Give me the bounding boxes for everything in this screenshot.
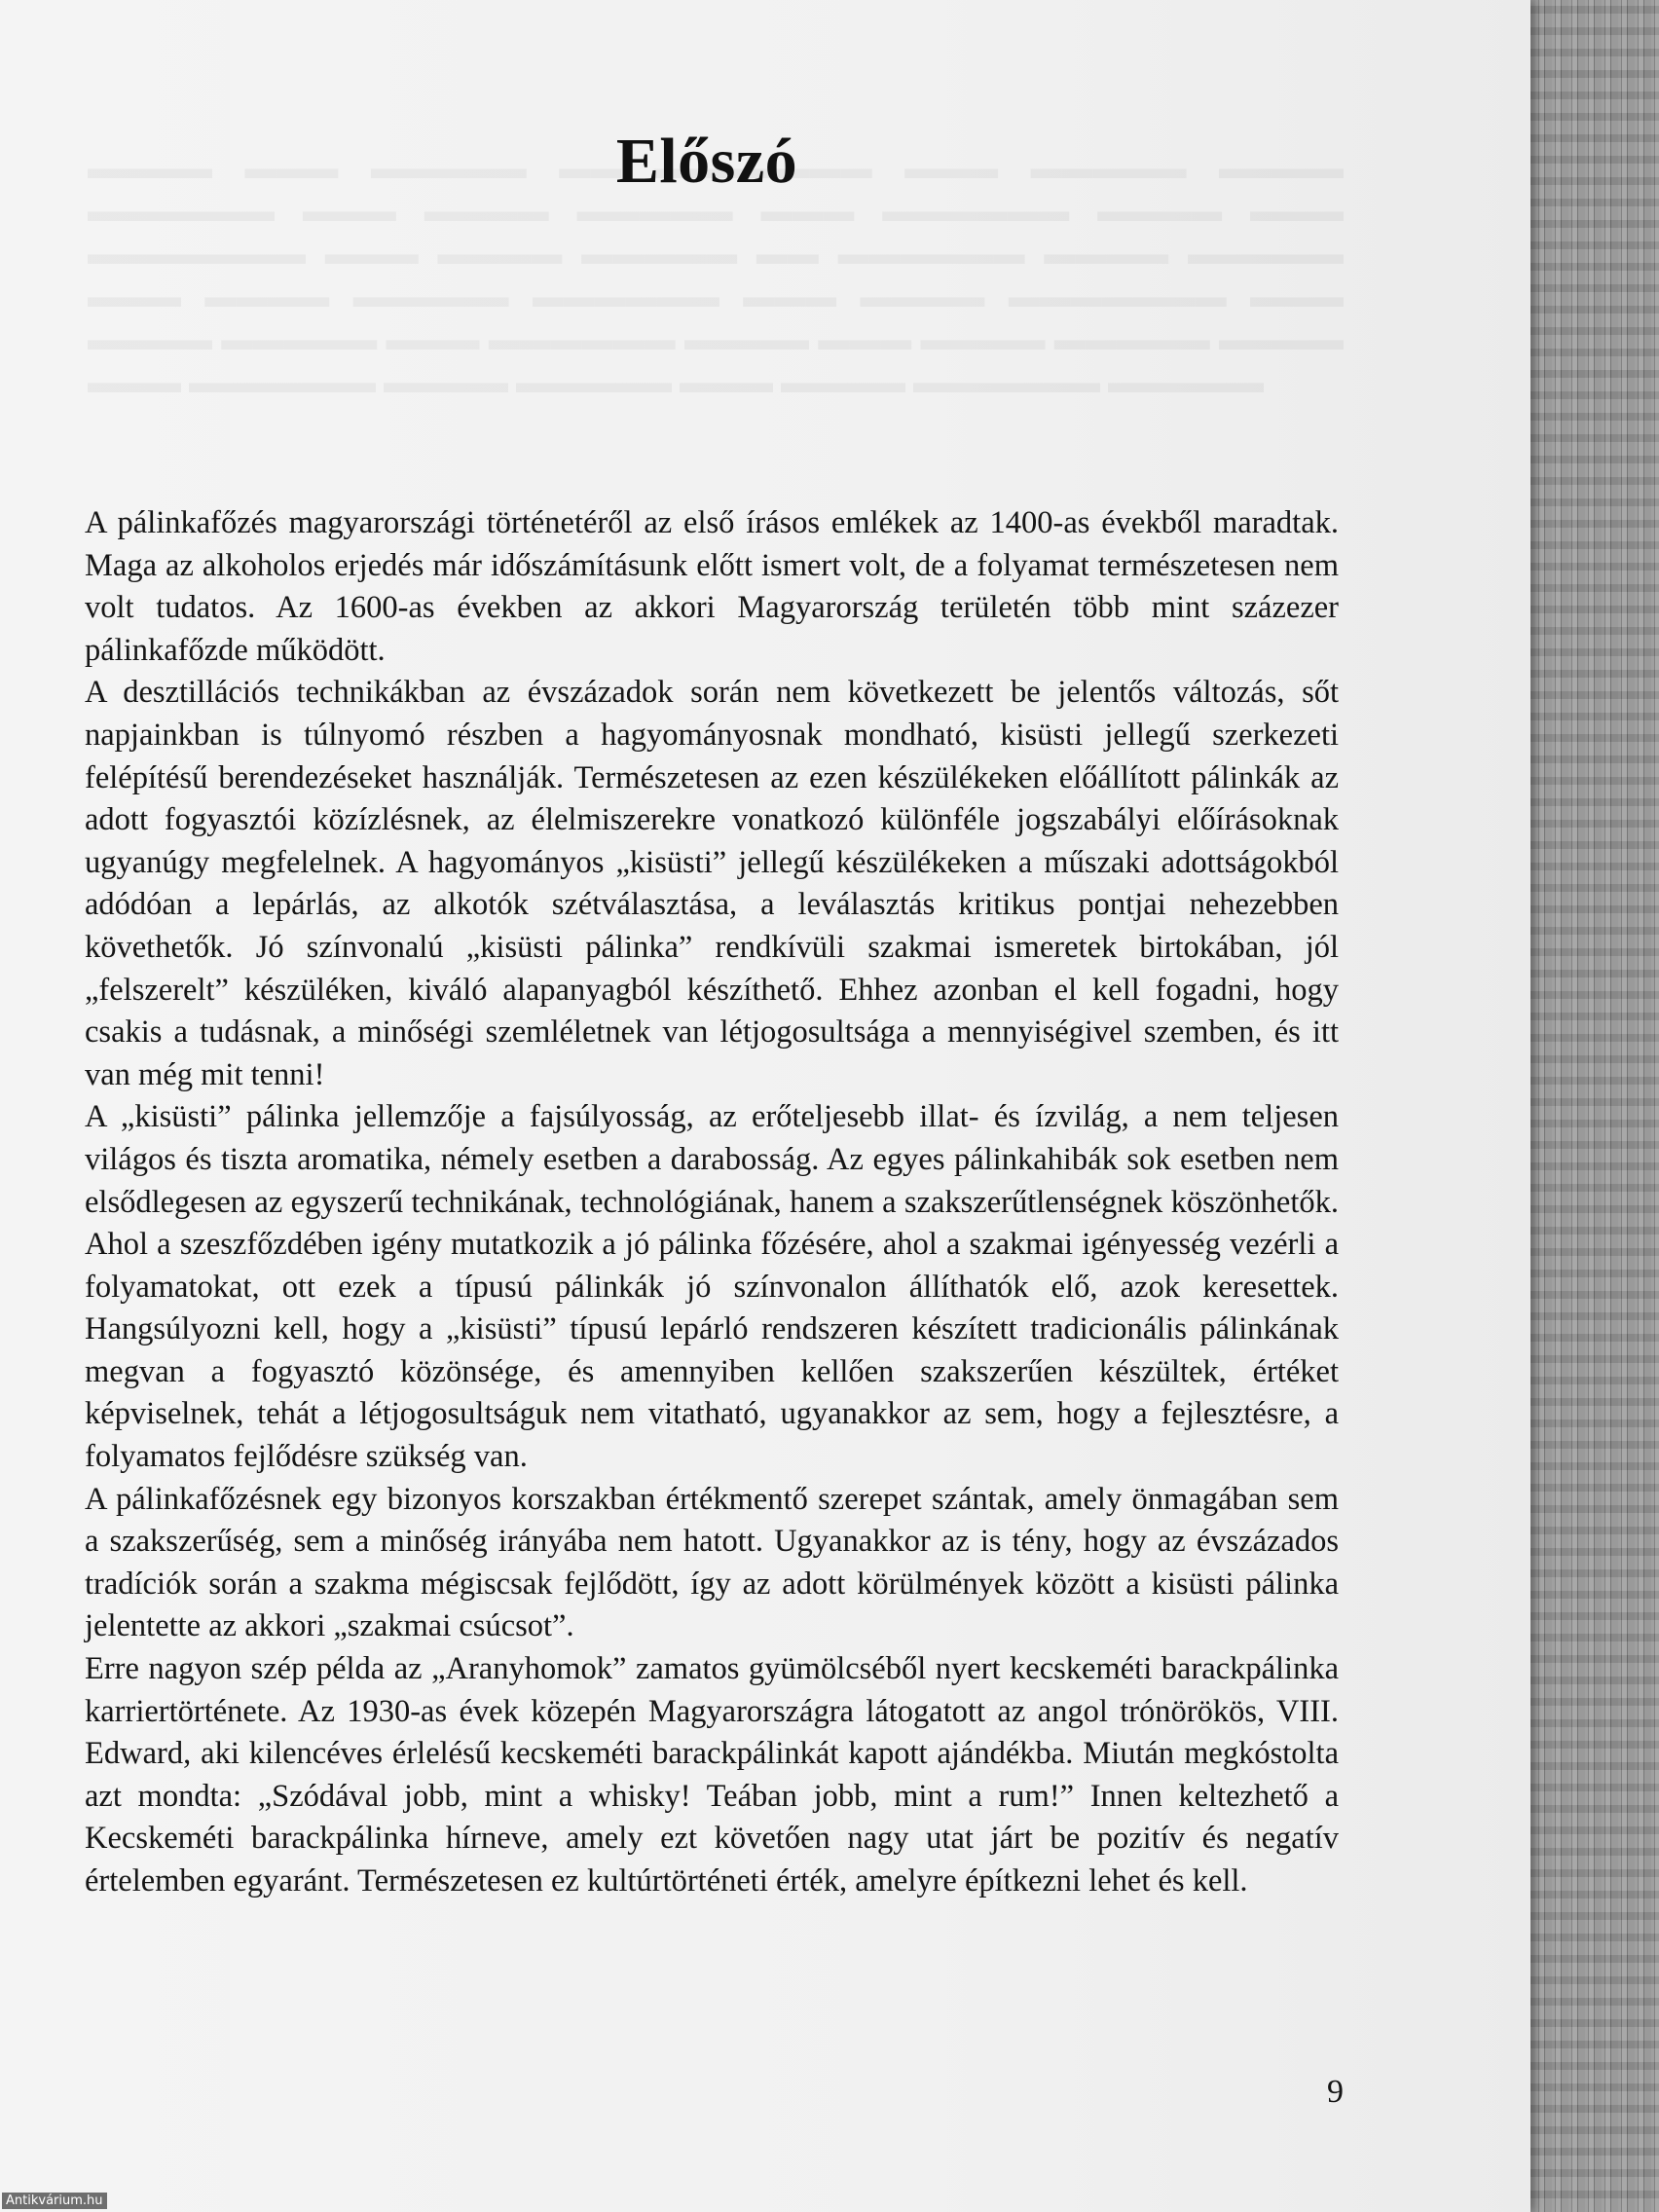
- paragraph-value: A pálinkafőzésnek egy bizonyos korszakban értékmentő szerepet szántak, amely önmagában sem a szakszerűség, sem a minőség irányába nem hatott. Ugyanakkor az is tény, hogy az évszázados tradíciók során a szakma mégiscsak fejlődött, így az adott körülmények között a kisüsti pálinka jelentette az akkori „szakmai csúcsot”.: [85, 1481, 1339, 1644]
- paragraph-kecskemet: Erre nagyon szép példa az „Aranyhomok” zamatos gyümölcséből nyert kecskeméti barackpálinka karriertörténete. Az 1930-as évek közepén Magyarországra látogatott az angol trónörökös, VIII. Edward, aki kilencéves érlelésű kecskeméti barackpálinkát kapott ajándékba. Miután megkóstolta azt mondta: „Szódával jobb, mint a whisky! Teában jobb, mint a rum!” Innen keltezhető a Kecskeméti barackpálinka hírneve, amely ezt követően nagy utat járt be pozitív és negatív értelemben egyaránt. Természetesen ez kultúrtörténeti érték, amelyre építkezni lehet és kell.: [85, 1651, 1339, 1899]
- paragraph-kisusti: A „kisüsti” pálinka jellemzője a fajsúlyosság, az erőteljesebb illat- és ízvilág, a nem teljesen világos és tiszta aromatika, némely esetben a darabosság. Az egyes pálinkahibák sok esetben nem elsődlegesen az egyszerű technikának, technológiának, hanem a szakszerűtlenségnek köszönhetők. Ahol a szeszfőzdében igény mutatkozik a jó pálinka főzésére, ahol a szakmai igényesség vezérli a folyamatokat, ott ezek a típusú pálinkák jó színvonalon állíthatók elő, azok keresettek. Hangsúlyozni kell, hogy a „kisüsti” típusú lepárló rendszeren készített tradicionális pálinkának megvan a fogyasztó közönsége, és amennyiben kellően szakszerűen készültek, értéket képviselnek, tehát a létjogosultságuk nem vitatható, ugyanakkor az sem, hogy a fejlesztésre, a folyamatos fejlődésre szükség van.: [85, 1099, 1339, 1475]
- page-title: Előszó: [615, 126, 798, 197]
- background-surface: [1519, 0, 1659, 2212]
- body-text: [85, 502, 1339, 1903]
- page-number: 9: [1327, 2074, 1344, 2110]
- watermark: Antikvárium.hu: [2, 2193, 107, 2209]
- paragraph-distillation: A desztillációs technikákban az évszázadok során nem következett be jelentős változás, sőt napjainkban is túlnyomó részben a hagyományosnak mondható, kisüsti jellegű szerkezeti felépítésű berendezéseket használják. Természetesen az ezen készülékeken előállított pálinkák az adott fogyasztói közízlésnek, az élelmiszerekre vonatkozó különféle jogszabályi előírásoknak ugyanúgy megfelelnek. A hagyományos „kisüsti” jellegű készülékeken a műszaki adottságokból adódóan a lepárlás, az alkotók szétválasztása, a leválasztás kritikus pontjai nehezebben követhetők. Jó színvonalú „kisüsti pálinka” rendkívüli szakmai ismeretek birtokában, jól „felszerelt” készüléken, kiváló alapanyagból készíthető. Ehhez azonban el kell fogadni, hogy csakis a tudásnak, a minőségi szemléletnek van létjogosultsága a mennyiségivel szemben, és itt van még mit tenni!: [85, 675, 1339, 1092]
- paragraph-history: A pálinkafőzés magyarországi történetéről az első írásos emlékek az 1400-as évekből maradtak. Maga az alkoholos erjedés már időszámításunk előtt ismert volt, de a folyamat természetesen nem volt tudatos. Az 1600-as években az akkori Magyarország területén több mint százezer pálinkafőzde működött.: [85, 505, 1339, 668]
